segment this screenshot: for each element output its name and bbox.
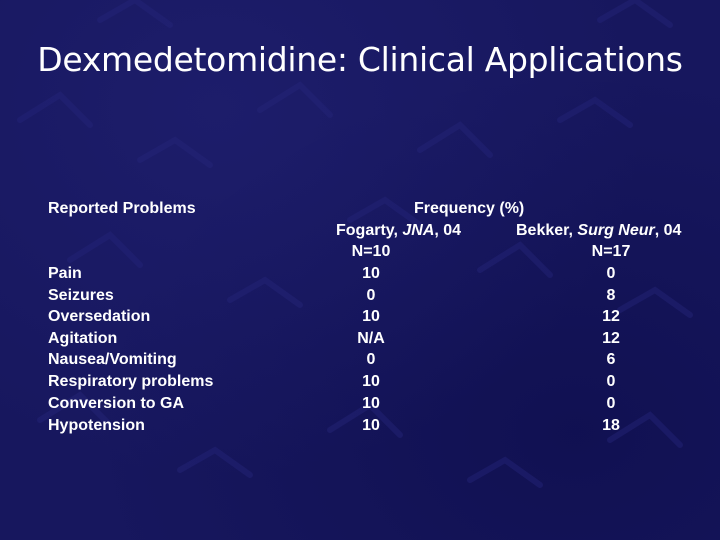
study2-author: Bekker, <box>516 222 578 239</box>
problem-label: Pain <box>48 265 82 282</box>
problem-label: Oversedation <box>48 308 151 325</box>
study2-value: 8 <box>606 287 616 304</box>
study1-value: 10 <box>362 373 380 390</box>
study2-year: , 04 <box>654 222 682 239</box>
study2-value: 0 <box>606 373 616 390</box>
problem-label: Conversion to GA <box>48 395 185 412</box>
study1-value: 0 <box>366 351 376 368</box>
problem-label: Respiratory problems <box>48 373 214 390</box>
study2-journal: Surg Neur <box>577 222 655 239</box>
study2-value: 0 <box>606 265 616 282</box>
study1-value: 10 <box>362 417 380 434</box>
study1-author: Fogarty, <box>336 222 403 239</box>
study1-value: 10 <box>362 395 380 412</box>
study1-citation <box>336 221 461 240</box>
problem-label: Nausea/Vomiting <box>48 351 177 368</box>
study1-value: 10 <box>362 308 380 325</box>
study1-journal: JNA <box>402 222 435 239</box>
study2-value: 6 <box>606 351 616 368</box>
frequency-header: Frequency (%) <box>414 200 525 217</box>
study2-n: N=17 <box>591 243 631 260</box>
study2-value: 12 <box>602 308 620 325</box>
study2-value: 0 <box>606 395 616 412</box>
problem-label: Hypotension <box>48 417 145 434</box>
slide-title: Dexmedetomidine: Clinical Applications <box>37 40 683 79</box>
study1-value: N/A <box>357 330 385 347</box>
study2-citation <box>516 221 681 240</box>
problem-label: Seizures <box>48 287 114 304</box>
study1-n: N=10 <box>351 243 391 260</box>
reported-problems-header: Reported Problems <box>48 200 196 217</box>
study1-year: , 04 <box>434 222 462 239</box>
study1-value: 10 <box>362 265 380 282</box>
problem-label: Agitation <box>48 330 118 347</box>
study2-value: 12 <box>602 330 620 347</box>
study2-value: 18 <box>602 417 620 434</box>
study1-value: 0 <box>366 287 376 304</box>
